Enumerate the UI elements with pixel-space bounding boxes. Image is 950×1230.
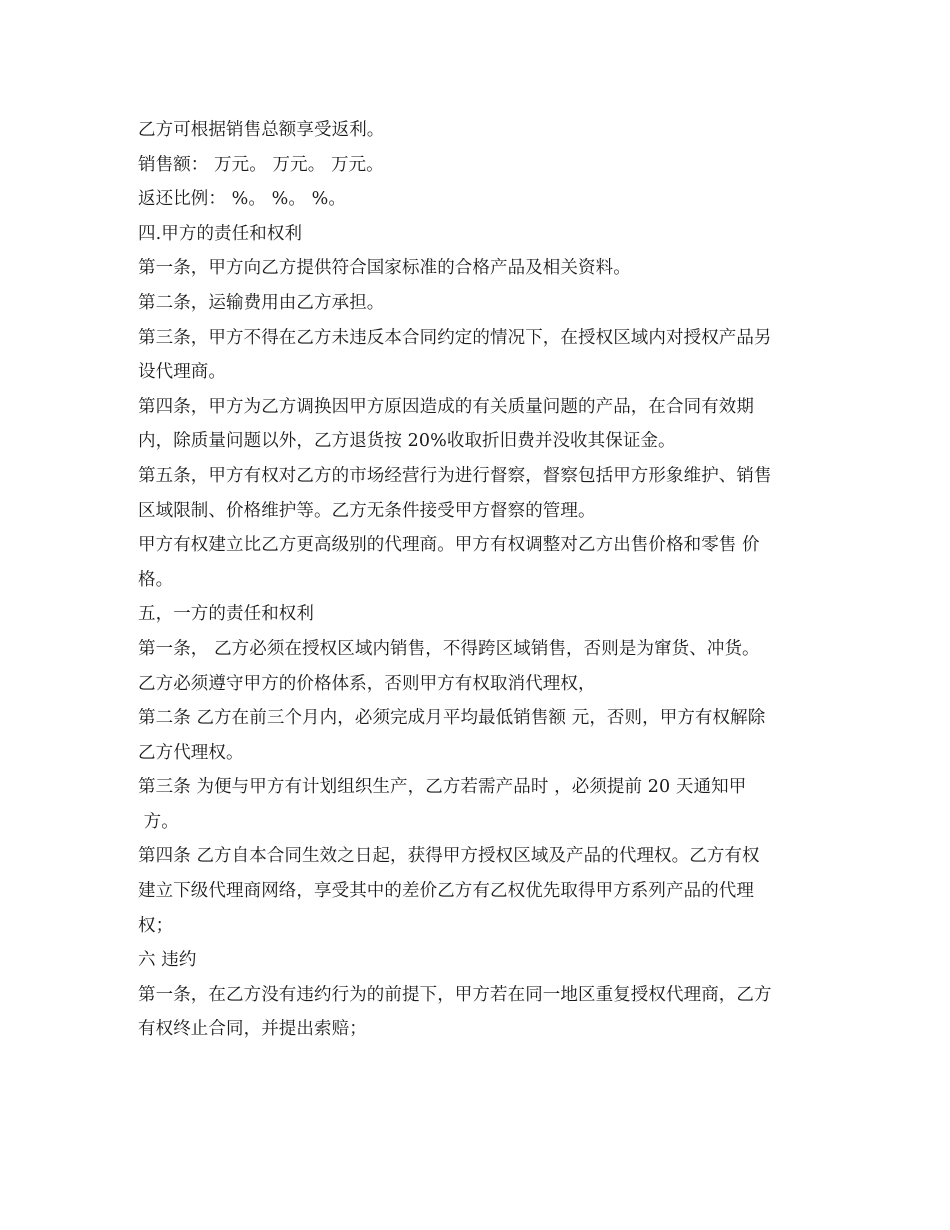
text-line: 甲方有权建立比乙方更高级别的代理商。甲方有权调整对乙方出售价格和零售 价 [138,535,760,556]
text-line: 第三条，甲方不得在乙方未违反本合同约定的情况下，在授权区域内对授权产品另 [138,327,772,348]
section-heading: 六 违约 [138,950,197,971]
text-line: 内，除质量问题以外，乙方退货按 20%收取折旧费并没收其保证金。 [138,431,676,452]
text-line: 乙方必须遵守甲方的价格体系，否则甲方有权取消代理权， [138,673,596,694]
text-line: 第二条，运输费用由乙方承担。 [138,292,385,313]
text-line: 返还比例： %。 %。 %。 [138,189,346,210]
section-heading: 四.甲方的责任和权利 [138,223,303,244]
text-line: 第四条，甲方为乙方调换因甲方原因造成的有关质量问题的产品，在合同有效期 [138,396,754,417]
text-line: 方。 [138,811,179,832]
text-line: 第五条，甲方有权对乙方的市场经营行为进行督察，督察包括甲方形象维护、销售 [138,465,772,486]
text-line: 第一条，甲方向乙方提供符合国家标准的合格产品及相关资料。 [138,258,631,279]
text-line: 销售额： 万元。 万元。 万元。 [138,154,384,175]
document-body [138,113,818,1047]
text-line: 有权终止合同，并提出索赔； [138,1019,367,1040]
text-line: 区域限制、价格维护等。乙方无条件接受甲方督察的管理。 [138,500,596,521]
section-heading: 五，一方的责任和权利 [138,604,314,625]
text-line: 设代理商。 [138,362,226,383]
text-line: 第一条， 乙方必须在授权区域内销售，不得跨区域销售，否则是为窜货、冲货。 [138,638,760,659]
text-line: 权； [138,915,174,936]
text-line: 建立下级代理商网络，享受其中的差价乙方有乙权优先取得甲方系列产品的代理 [138,881,754,902]
text-line: 第三条 为便与甲方有计划组织生产，乙方若需产品时 ，必须提前 20 天通知甲 [138,777,747,798]
text-line: 格。 [138,569,174,590]
text-line: 第四条 乙方自本合同生效之日起，获得甲方授权区域及产品的代理权。乙方有权 [138,846,760,867]
text-line: 乙方代理权。 [138,742,244,763]
text-line: 乙方可根据销售总额享受返利。 [138,120,385,140]
text-line: 第二条 乙方在前三个月内，必须完成月平均最低销售额 元，否则，甲方有权解除 [138,708,766,729]
text-line: 第一条，在乙方没有违约行为的前提下，甲方若在同一地区重复授权代理商，乙方 [138,984,772,1005]
